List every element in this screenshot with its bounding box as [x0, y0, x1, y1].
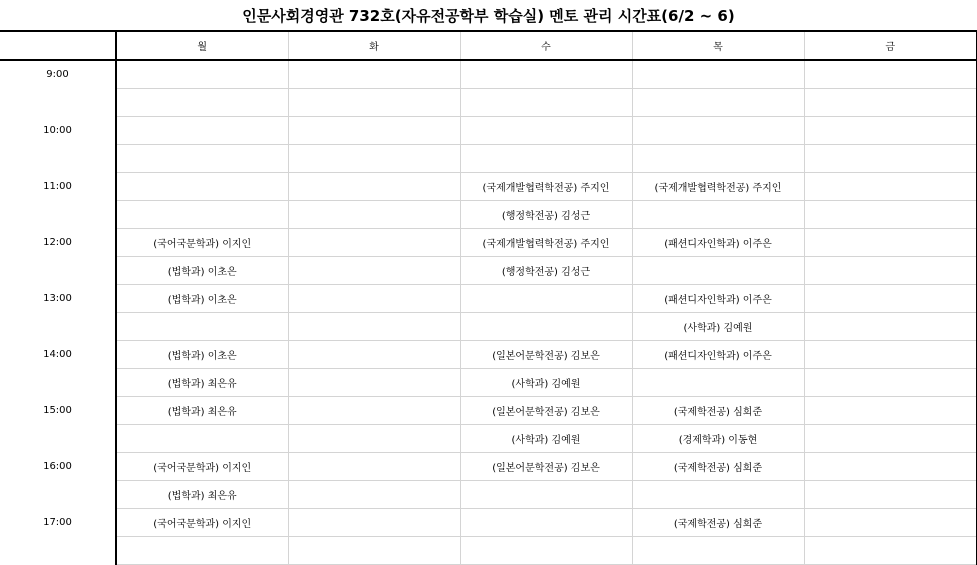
schedule-cell-mon: (국어국문학과) 이지인 — [116, 229, 288, 257]
time-slot-label — [0, 145, 116, 173]
schedule-cell-mon: (법학과) 최은유 — [116, 369, 288, 397]
time-slot-label: 11:00 — [43, 181, 72, 192]
time-column-header — [0, 31, 116, 60]
schedule-cell-fri — [804, 257, 977, 285]
schedule-row — [0, 285, 977, 313]
schedule-cell-wed: (행정학전공) 김성근 — [460, 201, 632, 229]
schedule-cell-mon: (법학과) 이초은 — [116, 341, 288, 369]
schedule-cell-fri — [804, 369, 977, 397]
schedule-cell-tue — [288, 117, 460, 145]
schedule-row — [0, 369, 977, 397]
time-slot-label — [0, 89, 116, 117]
schedule-cell-mon — [116, 201, 288, 229]
schedule-cell-wed — [460, 509, 632, 537]
schedule-cell-tue — [288, 313, 460, 341]
day-header-tue: 화 — [288, 31, 460, 60]
day-header-wed: 수 — [460, 31, 632, 60]
time-slot-label: 15:00 — [43, 405, 72, 416]
schedule-cell-fri — [804, 229, 977, 257]
schedule-cell-fri — [804, 313, 977, 341]
schedule-cell-thu: (국제학전공) 심희준 — [632, 453, 804, 481]
schedule-cell-wed: (국제개발협력학전공) 주지인 — [460, 173, 632, 201]
schedule-row — [0, 453, 977, 481]
schedule-cell-tue — [288, 397, 460, 425]
schedule-cell-wed: (행정학전공) 김성근 — [460, 257, 632, 285]
schedule-row — [0, 173, 977, 201]
schedule-cell-mon — [116, 89, 288, 117]
time-slot-label: 13:00 — [43, 293, 72, 304]
schedule-cell-thu: (국제학전공) 심희준 — [632, 509, 804, 537]
schedule-cell-wed: (사학과) 김예원 — [460, 369, 632, 397]
schedule-cell-thu — [632, 537, 804, 565]
schedule-cell-tue — [288, 89, 460, 117]
time-slot-label — [0, 537, 116, 565]
schedule-cell-fri — [804, 453, 977, 481]
schedule-title: 인문사회경영관 732호(자유전공학부 학습실) 멘토 관리 시간표(6/2 ~ 6) — [242, 6, 735, 25]
day-header-row — [0, 31, 977, 60]
schedule-cell-thu — [632, 257, 804, 285]
time-slot-label — [0, 425, 116, 453]
schedule-cell-tue — [288, 173, 460, 201]
schedule-cell-fri — [804, 145, 977, 173]
time-slot-label: 16:00 — [43, 461, 72, 472]
schedule-cell-tue — [288, 425, 460, 453]
schedule-cell-thu: (패션디자인학과) 이주은 — [632, 229, 804, 257]
schedule-cell-fri — [804, 509, 977, 537]
schedule-cell-mon — [116, 173, 288, 201]
schedule-row — [0, 145, 977, 173]
schedule-cell-wed — [460, 537, 632, 565]
schedule-cell-thu — [632, 60, 804, 89]
schedule-cell-thu: (경제학과) 이동현 — [632, 425, 804, 453]
schedule-row — [0, 313, 977, 341]
schedule-cell-fri — [804, 117, 977, 145]
schedule-cell-thu — [632, 89, 804, 117]
schedule-row — [0, 60, 977, 89]
schedule-row — [0, 537, 977, 565]
time-slot-label: 9:00 — [46, 69, 69, 81]
schedule-cell-thu: (패션디자인학과) 이주은 — [632, 285, 804, 313]
schedule-row — [0, 509, 977, 537]
schedule-cell-wed — [460, 89, 632, 117]
schedule-cell-tue — [288, 257, 460, 285]
schedule-cell-fri — [804, 537, 977, 565]
schedule-cell-tue — [288, 285, 460, 313]
time-slot-label: 14:00 — [43, 349, 72, 360]
schedule-cell-fri — [804, 173, 977, 201]
schedule-cell-fri — [804, 89, 977, 117]
schedule-row — [0, 341, 977, 369]
schedule-row — [0, 481, 977, 509]
schedule-cell-mon: (국어국문학과) 이지인 — [116, 509, 288, 537]
schedule-cell-tue — [288, 369, 460, 397]
schedule-cell-tue — [288, 201, 460, 229]
schedule-cell-thu — [632, 117, 804, 145]
schedule-cell-tue — [288, 509, 460, 537]
schedule-cell-tue — [288, 453, 460, 481]
schedule-cell-fri — [804, 341, 977, 369]
schedule-cell-mon — [116, 117, 288, 145]
schedule-cell-thu — [632, 201, 804, 229]
schedule-cell-wed — [460, 313, 632, 341]
time-slot-label: 17:00 — [43, 517, 72, 528]
schedule-cell-tue — [288, 60, 460, 89]
schedule-cell-fri — [804, 285, 977, 313]
schedule-cell-thu — [632, 481, 804, 509]
schedule-cell-thu: (패션디자인학과) 이주은 — [632, 341, 804, 369]
schedule-row — [0, 229, 977, 257]
schedule-cell-mon — [116, 60, 288, 89]
schedule-cell-fri — [804, 481, 977, 509]
schedule-cell-mon — [116, 537, 288, 565]
schedule-row — [0, 117, 977, 145]
schedule-cell-fri — [804, 201, 977, 229]
schedule-cell-fri — [804, 425, 977, 453]
schedule-cell-fri — [804, 60, 977, 89]
schedule-cell-wed: (국제개발협력학전공) 주지인 — [460, 229, 632, 257]
mentor-schedule-table — [0, 30, 977, 565]
schedule-cell-mon — [116, 425, 288, 453]
schedule-cell-thu — [632, 369, 804, 397]
schedule-row — [0, 89, 977, 117]
time-slot-label: 12:00 — [43, 237, 72, 248]
schedule-cell-thu: (사학과) 김예원 — [632, 313, 804, 341]
schedule-row — [0, 397, 977, 425]
schedule-row — [0, 257, 977, 285]
time-slot-label: 10:00 — [43, 125, 72, 136]
time-slot-label — [0, 201, 116, 229]
schedule-cell-wed: (일본어문학전공) 김보은 — [460, 397, 632, 425]
time-slot-label — [0, 481, 116, 509]
schedule-cell-wed — [460, 481, 632, 509]
schedule-cell-wed: (사학과) 김예원 — [460, 425, 632, 453]
schedule-row — [0, 425, 977, 453]
schedule-cell-wed — [460, 60, 632, 89]
schedule-cell-tue — [288, 481, 460, 509]
schedule-cell-thu: (국제개발협력학전공) 주지인 — [632, 173, 804, 201]
time-slot-label — [0, 257, 116, 285]
day-header-fri: 금 — [804, 31, 977, 60]
schedule-row — [0, 201, 977, 229]
schedule-cell-wed — [460, 285, 632, 313]
schedule-cell-mon: (국어국문학과) 이지인 — [116, 453, 288, 481]
schedule-cell-mon: (법학과) 최은유 — [116, 481, 288, 509]
schedule-cell-mon: (법학과) 이초은 — [116, 257, 288, 285]
schedule-cell-tue — [288, 145, 460, 173]
schedule-cell-wed: (일본어문학전공) 김보은 — [460, 341, 632, 369]
time-slot-label — [0, 313, 116, 341]
day-header-mon: 월 — [116, 31, 288, 60]
schedule-cell-thu — [632, 145, 804, 173]
schedule-cell-wed — [460, 117, 632, 145]
schedule-cell-mon — [116, 145, 288, 173]
schedule-cell-fri — [804, 397, 977, 425]
time-slot-label — [0, 369, 116, 397]
day-header-thu: 목 — [632, 31, 804, 60]
schedule-cell-tue — [288, 229, 460, 257]
schedule-cell-tue — [288, 341, 460, 369]
schedule-cell-tue — [288, 537, 460, 565]
schedule-cell-wed: (일본어문학전공) 김보은 — [460, 453, 632, 481]
schedule-cell-wed — [460, 145, 632, 173]
schedule-cell-mon — [116, 313, 288, 341]
schedule-cell-mon: (법학과) 최은유 — [116, 397, 288, 425]
schedule-cell-mon: (법학과) 이초은 — [116, 285, 288, 313]
schedule-cell-thu: (국제학전공) 심희준 — [632, 397, 804, 425]
